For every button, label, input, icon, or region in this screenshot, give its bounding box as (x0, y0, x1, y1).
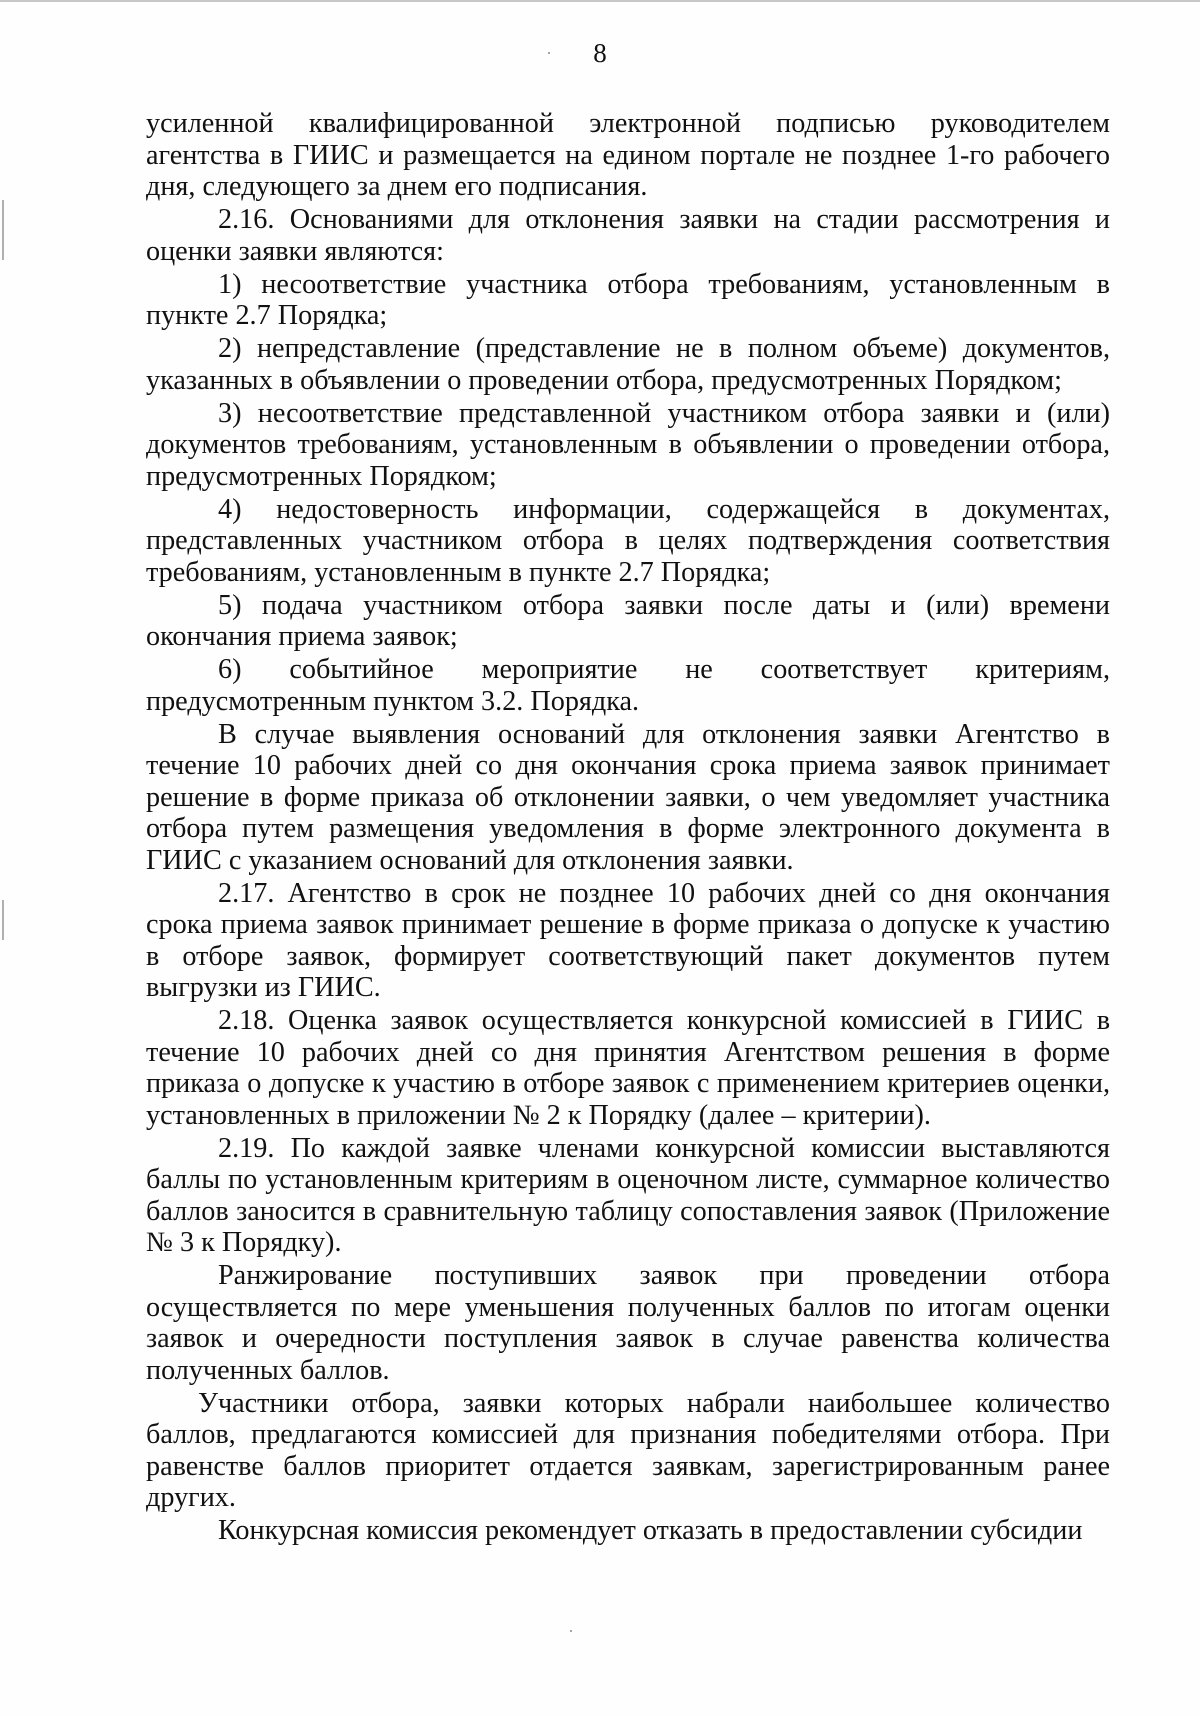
scan-speck (570, 1630, 572, 1632)
list-item: 1) несоответствие участника отбора требованиям, установленным в пункте 2.7 Порядка; (146, 268, 1110, 331)
paragraph-clause-2-19: 2.19. По каждой заявке членами конкурсной комиссии выставляются баллы по установленным критериям в оценочном листе, суммарное количество баллов заносится в сравнительную таблицу сопоставления заявок (Приложение № 3 к Порядку). (146, 1132, 1110, 1258)
paragraph-clause-2-18: 2.18. Оценка заявок осуществляется конкурсной комиссией в ГИИС в течение 10 рабочих дней со дня принятия Агентством решения в форме приказа о допуске к участию в отборе заявок с применением критериев оценки, установленных в приложении № 2 к Порядку (далее – критерии). (146, 1005, 1110, 1131)
paragraph: В случае выявления оснований для отклонения заявки Агентство в течение 10 рабочих дней со дня окончания срока приема заявок принимает решение в форме приказа об отклонении заявки, о чем уведомляет участника отбора путем размещения уведомления в форме электронного документа в ГИИС с указанием оснований для отклонения заявки. (146, 718, 1110, 876)
document-body (146, 108, 1110, 1548)
page-number: 8 (593, 38, 607, 68)
scan-edge-mark (2, 200, 4, 260)
scan-top-edge (0, 0, 1200, 2)
list-item: 4) недостоверность информации, содержащейся в документах, представленных участником отбора в целях подтверждения соответствия требованиям, установленным в пункте 2.7 Порядка; (146, 493, 1110, 588)
paragraph: Ранжирование поступивших заявок при проведении отбора осуществляется по мере уменьшения полученных баллов по итогам оценки заявок и очередности поступления заявок в случае равенства количества полученных баллов. (146, 1260, 1110, 1386)
paragraph: Конкурсная комиссия рекомендует отказать в предоставлении субсидии (218, 1515, 1083, 1546)
list-item: 3) несоответствие представленной участником отбора заявки и (или) документов требованиям, установленным в объявлении о проведении отбора, предусмотренных Порядком; (146, 397, 1110, 492)
paragraph: Участники отбора, заявки которых набрали наибольшее количество баллов, предлагаются комиссией для признания победителями отбора. При равенстве баллов приоритет отдается заявкам, зарегистрированным ранее других. (146, 1387, 1110, 1513)
paragraph: усиленной квалифицированной электронной подписью руководителем агентства в ГИИС и размещается на едином портале не позднее 1-го рабочего дня, следующего за днем его подписания. (146, 108, 1110, 202)
paragraph-clause-2-16: 2.16. Основаниями для отклонения заявки на стадии рассмотрения и оценки заявки являются: (146, 204, 1110, 267)
list-item: 5) подача участником отбора заявки после даты и (или) времени окончания приема заявок; (146, 589, 1110, 652)
list-item: 2) непредставление (представление не в полном объеме) документов, указанных в объявлении о проведении отбора, предусмотренных Порядком; (146, 333, 1110, 396)
scan-edge-mark (2, 900, 4, 940)
list-item: 6) событийное мероприятие не соответствует критериям, предусмотренным пунктом 3.2. Порядка. (146, 654, 1110, 717)
paragraph-clause-2-17: 2.17. Агентство в срок не позднее 10 рабочих дней со дня окончания срока приема заявок принимает решение в форме приказа о допуске к участию в отборе заявок, формирует соответствующий пакет документов путем выгрузки из ГИИС. (146, 877, 1110, 1003)
